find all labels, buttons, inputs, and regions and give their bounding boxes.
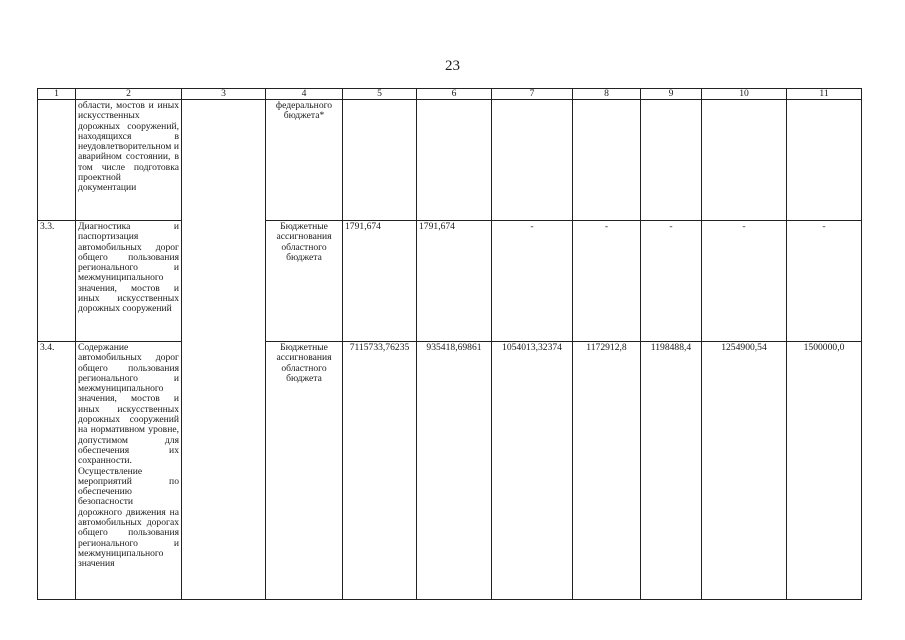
value-col-10: 1254900,54 [702, 342, 787, 600]
value-col-9: - [641, 221, 702, 342]
budget-table [37, 88, 862, 600]
funding-source: Бюджетные ассигнования областного бюджета [266, 221, 343, 342]
value-col-9: 1198488,4 [641, 342, 702, 600]
value-col-8 [573, 100, 641, 221]
value-col-10: - [702, 221, 787, 342]
funding-source: Бюджетные ассигнования областного бюджета [266, 342, 343, 600]
value-col-9 [641, 100, 702, 221]
column-header-2: 2 [76, 89, 182, 100]
value-col-7 [492, 100, 573, 221]
table-row [38, 221, 862, 342]
column-header-8: 8 [573, 89, 641, 100]
row-number: 3.3. [38, 221, 76, 342]
value-col-5: 1791,674 [343, 221, 417, 342]
value-col-8: - [573, 221, 641, 342]
row-number [38, 100, 76, 221]
table-row [38, 342, 862, 600]
value-col-6: 935418,69861 [417, 342, 492, 600]
measure-name: Диагностика и паспортизация автомобильных дорог общего пользования регионального и межмуниципального значения, мостов и иных искусственных дорожных сооружений [76, 221, 182, 342]
column-header-5: 5 [343, 89, 417, 100]
value-col-10 [702, 100, 787, 221]
value-col-11: - [787, 221, 862, 342]
column-header-1: 1 [38, 89, 76, 100]
value-col-11: 1500000,0 [787, 342, 862, 600]
column-header-9: 9 [641, 89, 702, 100]
value-col-6 [417, 100, 492, 221]
page-number: 23 [445, 58, 460, 74]
value-col-8: 1172912,8 [573, 342, 641, 600]
table-row [38, 100, 862, 221]
value-col-7: 1054013,32374 [492, 342, 573, 600]
value-col-11 [787, 100, 862, 221]
value-col-5 [343, 100, 417, 221]
column-header-11: 11 [787, 89, 862, 100]
value-col-5: 7115733,76235 [343, 342, 417, 600]
column-header-4: 4 [266, 89, 343, 100]
funding-source: федерального бюджета* [266, 100, 343, 221]
column-header-7: 7 [492, 89, 573, 100]
column-header-3: 3 [182, 89, 266, 100]
column-header-6: 6 [417, 89, 492, 100]
measure-name: Содержание автомобильных дорог общего пользования регионального и межмуниципального значения, мостов и иных искусственных дорожных сооружений на нормативном уровне, допустимом для обеспечения их сохранности. Осуществление мероприятий по обеспечению безопасности дорожного движения на автомобильных дорогах общего пользования регионального и межмуниципального значения [76, 342, 182, 600]
value-col-7: - [492, 221, 573, 342]
value-col-6: 1791,674 [417, 221, 492, 342]
table-header-row [38, 89, 862, 100]
column-header-10: 10 [702, 89, 787, 100]
column-3-merged-cell [182, 100, 266, 600]
row-number: 3.4. [38, 342, 76, 600]
measure-name: области, мостов и иных искусственных дорожных сооружений, находящихся в неудовлетворительном и аварийном состоянии, в том числе подготовка проектной документации [76, 100, 182, 221]
